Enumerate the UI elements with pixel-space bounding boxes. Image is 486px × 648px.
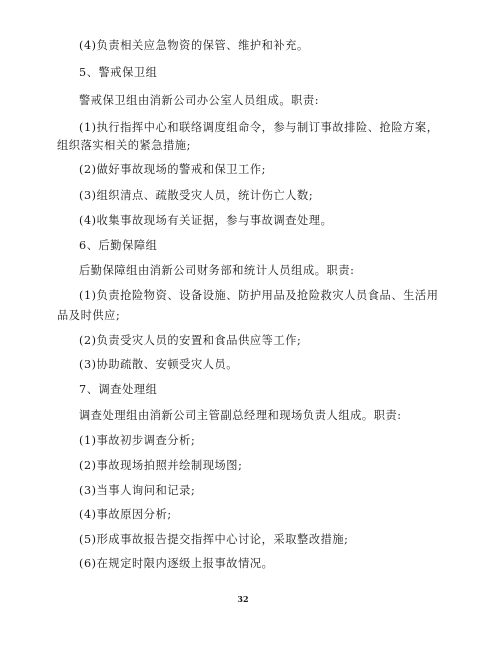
text-line: (1)事故初步调查分析; <box>79 434 196 447</box>
text-line: (3)当事人询问和记录; <box>79 484 196 497</box>
text-line: (4)收集事故现场有关证据，参与事故调查处理。 <box>79 214 333 227</box>
text-line: (3)协助疏散、安顿受灾人员。 <box>79 358 239 371</box>
text-line: 品及时供应; <box>57 309 121 322</box>
text-line: (2)做好事故现场的警戒和保卫工作; <box>79 163 267 176</box>
text-line: (1)执行指挥中心和联络调度组命令，参与制订事故排险、抢险方案， <box>79 121 439 134</box>
text-line: (1)负责抢险物资、设备设施、防护用品及抢险救灾人员食品、生活用 <box>79 289 439 302</box>
text-line: (4)事故原因分析; <box>79 508 172 521</box>
text-line: (3)组织清点、疏散受灾人员，统计伤亡人数; <box>79 189 314 202</box>
text-line: 后勤保障组由消新公司财务部和统计人员组成。职责: <box>79 264 355 277</box>
text-line: (2)负责受灾人员的安置和食品供应等工作; <box>79 334 302 347</box>
section-heading: 7、调查处理组 <box>79 383 158 396</box>
text-line: 警戒保卫组由消新公司办公室人员组成。职责: <box>79 94 320 107</box>
section-heading: 6、后勤保障组 <box>79 239 158 252</box>
text-line: 组织落实相关的紧急措施; <box>57 139 192 152</box>
text-line: (6)在规定时限内逐级上报事故情况。 <box>79 557 274 570</box>
section-heading: 5、警戒保卫组 <box>79 66 158 79</box>
text-line: (2)事故现场拍照并绘制现场图; <box>79 459 243 472</box>
text-line: 调查处理组由消新公司主管副总经理和现场负责人组成。职责: <box>79 409 402 422</box>
text-line: (5)形成事故报告提交指挥中心讨论，采取整改措施; <box>79 533 349 546</box>
text-line: (4)负责相关应急物资的保管、维护和补充。 <box>79 39 309 52</box>
page-number: 32 <box>237 594 249 604</box>
